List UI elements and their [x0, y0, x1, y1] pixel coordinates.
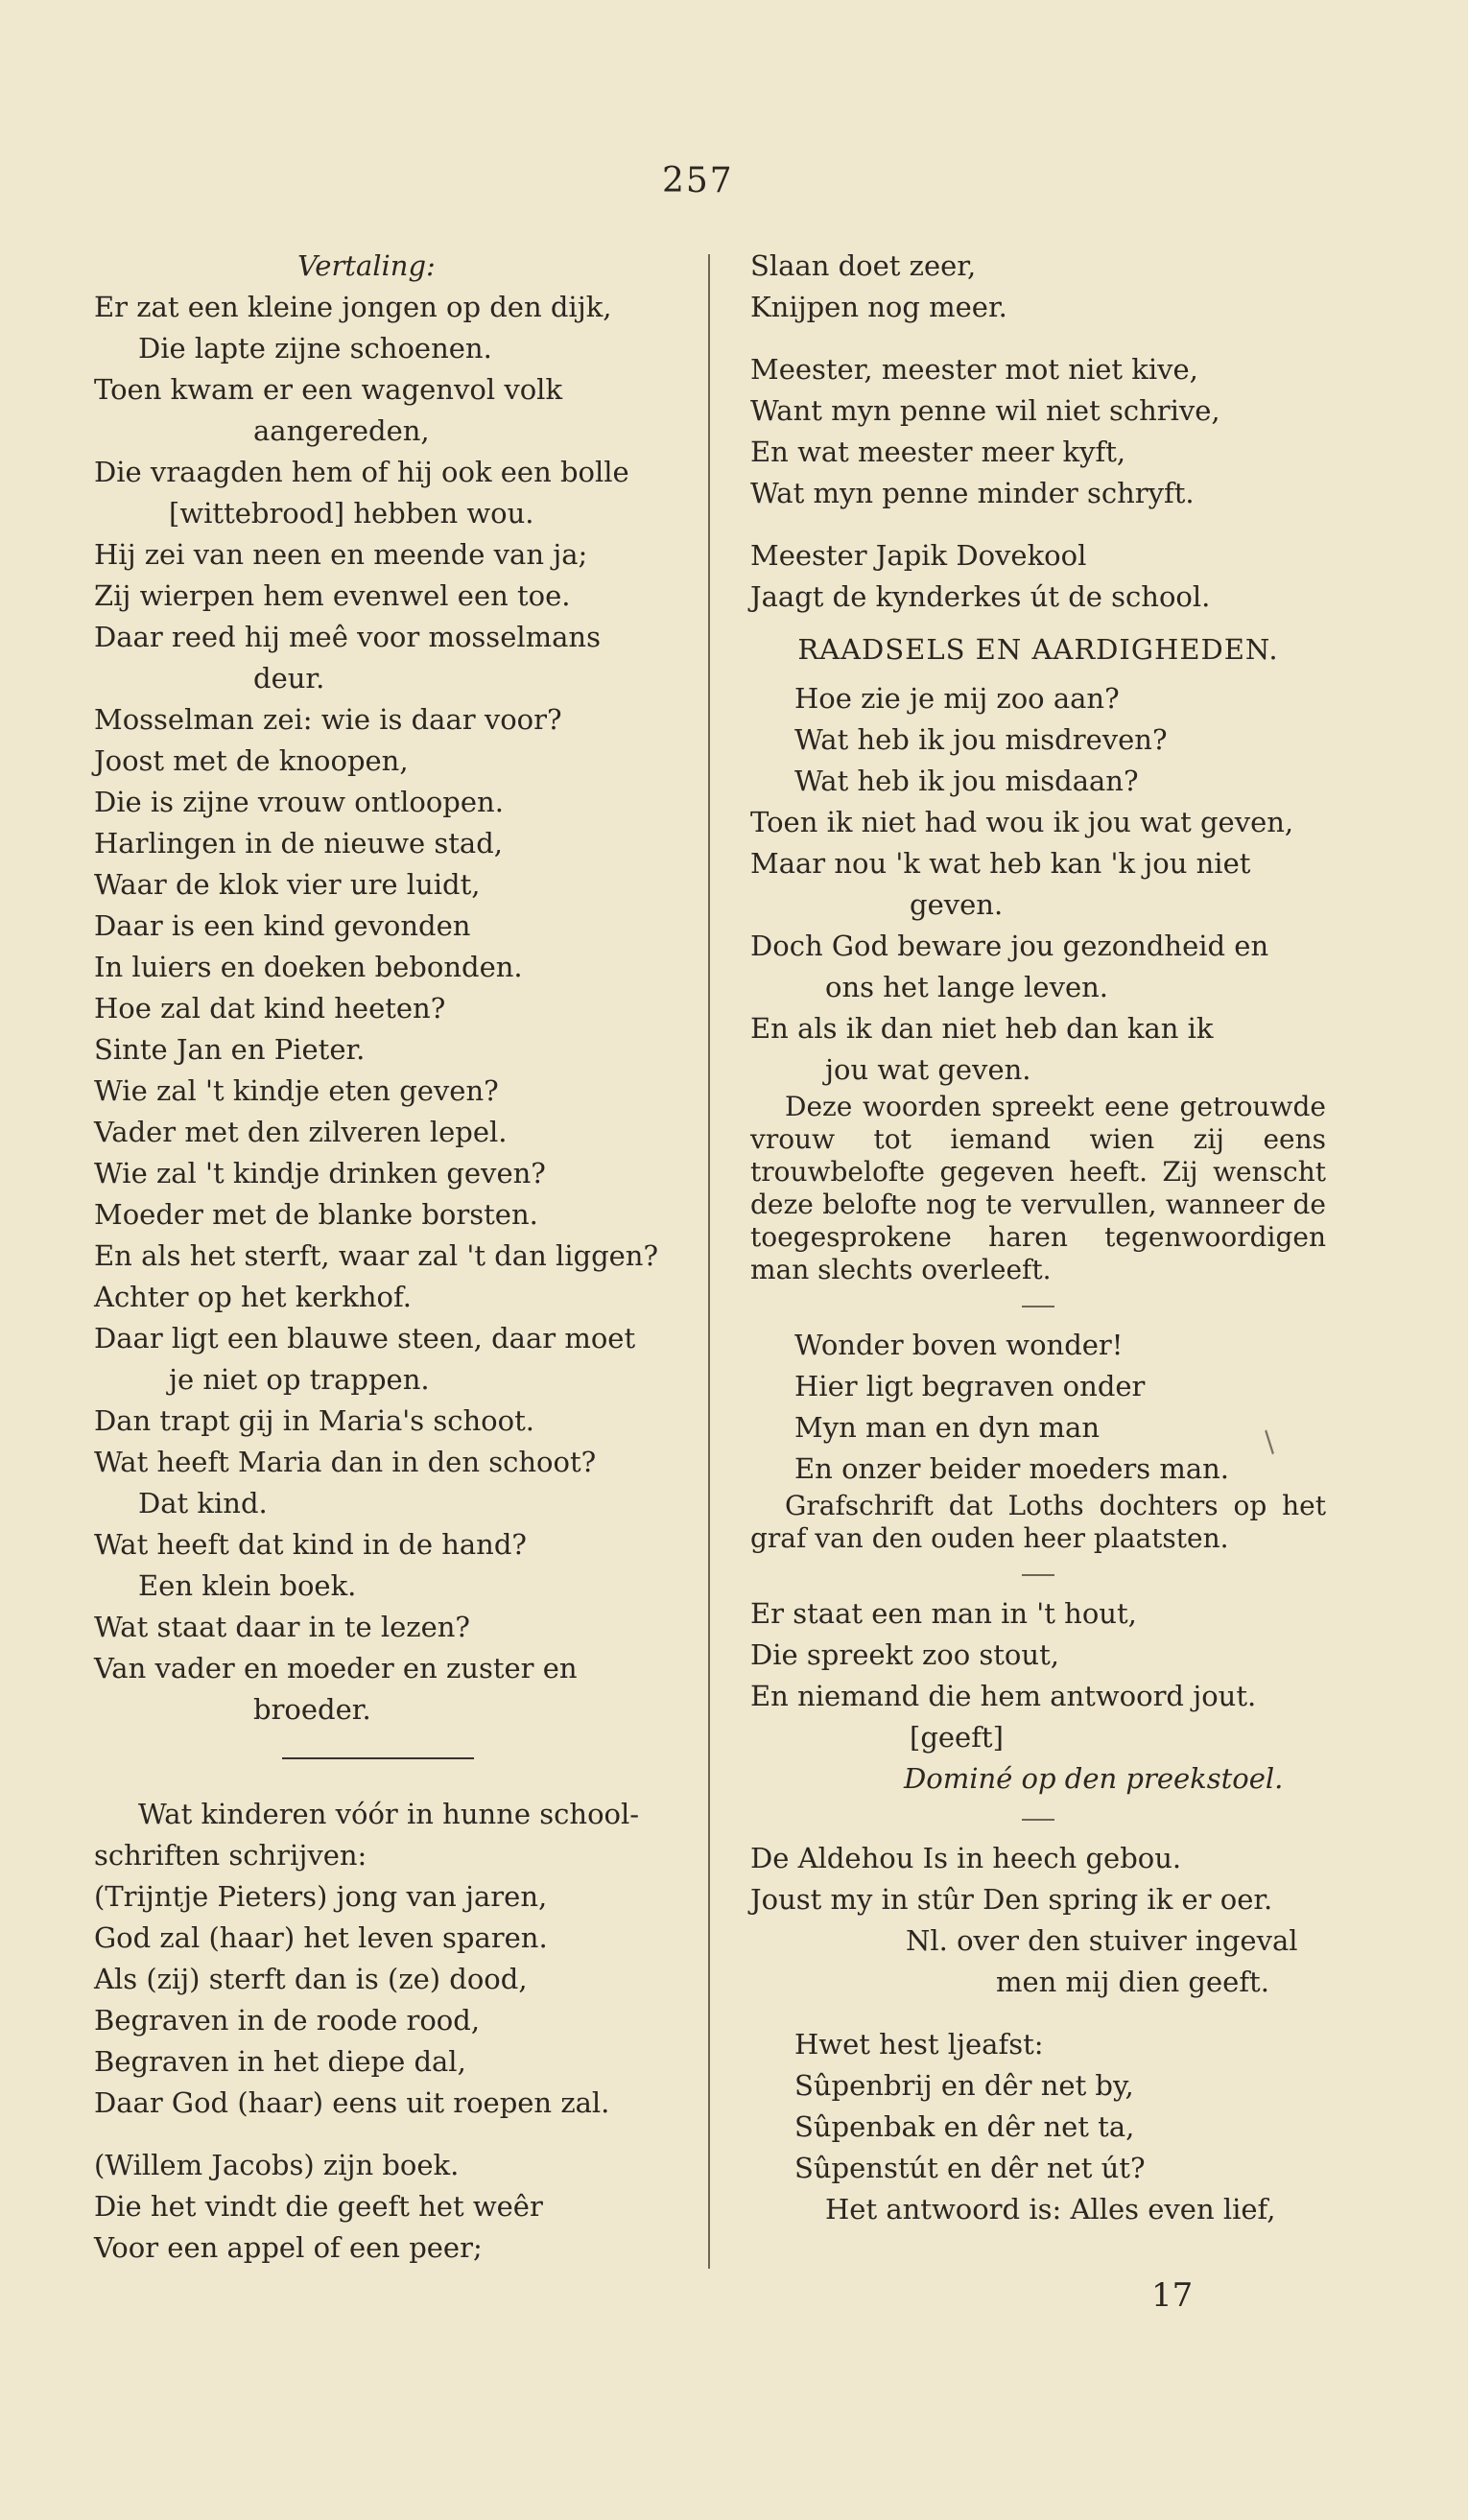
riddle: [750, 1838, 1326, 1920]
school-intro-line: schriften schrijven:: [94, 1839, 367, 1872]
verse-line: Die vraagden hem of hij ook een bolle: [94, 456, 629, 488]
translation-verse: [94, 287, 670, 1731]
separator-dash: [1022, 1306, 1054, 1307]
verse-line: aangereden,: [253, 414, 430, 447]
verse-line: jou wat geven.: [825, 1053, 1031, 1086]
section-rule: [282, 1757, 474, 1759]
verse-line: En onzer beider moeders man.: [794, 1452, 1230, 1485]
verse-line: Dat kind.: [138, 1487, 268, 1519]
verse-line: Waar de klok vier ure luidt,: [94, 868, 481, 901]
verse-line: Begraven in het diepe dal,: [94, 2045, 466, 2078]
verse-line: Als (zij) sterft dan is (ze) dood,: [94, 1963, 528, 1995]
verse-line: Sûpenbak en dêr net ta,: [794, 2110, 1135, 2143]
verse-line: Wat staat daar in te lezen?: [94, 1611, 470, 1643]
verse-line: Wat heb ik jou misdreven?: [794, 723, 1168, 756]
riddle-answer: Dominé op den preekstoel.: [904, 1762, 1284, 1795]
riddle-note: Deze woorden spreekt eene getrouwde vrouw tot iemand wien zij eens trouwbelofte gegeven heeft. Zij wenscht deze belofte nog te vervullen, wanneer de toegesprokene haren tegenwoordigen man slechts overleeft.: [750, 1091, 1326, 1285]
verse-line: Myn man en dyn man: [794, 1411, 1101, 1444]
verse-line: Wie zal 't kindje drinken geven?: [94, 1157, 546, 1189]
signature-number: 17: [1151, 2276, 1194, 2315]
riddle: [750, 678, 1326, 1091]
riddle-note-line: Nl. over den stuiver ingeval: [906, 1924, 1298, 1957]
separator-dash: [1022, 1819, 1054, 1821]
verse-line: Dan trapt gij in Maria's schoot.: [94, 1404, 534, 1437]
verse-line: Daar ligt een blauwe steen, daar moet: [94, 1322, 636, 1354]
verse-line: Hwet hest ljeafst:: [794, 2028, 1044, 2061]
school-intro-line: Wat kinderen vóór in hunne school-: [138, 1798, 640, 1830]
page-number: 257: [662, 161, 734, 200]
verse-line: geven.: [910, 888, 1004, 921]
section-heading: RAADSELS EN AARDIGHEDEN.: [797, 633, 1279, 666]
verse-line: Daar God (haar) eens uit roepen zal.: [94, 2086, 610, 2119]
margin-pencil-mark: /: [1255, 1425, 1284, 1459]
riddle-note: Grafschrift dat Loths dochters op het graf van den ouden heer plaatsten.: [750, 1490, 1326, 1554]
verse-line: Wie zal 't kindje eten geven?: [94, 1074, 499, 1107]
verse-line: Wat myn penne minder schryft.: [750, 477, 1195, 509]
verse-line: je niet op trappen.: [169, 1363, 430, 1396]
verse-line: Die spreekt zoo stout,: [750, 1638, 1059, 1671]
verse-line: Er staat een man in 't hout,: [750, 1597, 1137, 1630]
verse-line: De Aldehou Is in heech gebou.: [750, 1842, 1182, 1874]
verse-line: Mosselman zei: wie is daar voor?: [94, 703, 562, 736]
verse-line: Slaan doet zeer,: [750, 249, 977, 282]
riddle: [750, 2024, 1326, 2230]
verse-line: Voor een appel of een peer;: [94, 2231, 483, 2264]
right-column: [750, 246, 1326, 2230]
verse-line: Het antwoord is: Alles even lief,: [825, 2193, 1276, 2226]
verse-line: [geeft]: [910, 1721, 1004, 1754]
verse-line: Hoe zie je mij zoo aan?: [794, 682, 1120, 715]
verse-line: broeder.: [253, 1693, 371, 1726]
verse-line: [wittebrood] hebben wou.: [169, 497, 534, 530]
verse-line: En als het sterft, waar zal 't dan liggen?: [94, 1239, 659, 1272]
verse-line: Van vader en moeder en zuster en: [94, 1652, 578, 1684]
verse-line: Een klein boek.: [138, 1569, 357, 1602]
verse-line: (Willem Jacobs) zijn boek.: [94, 2149, 460, 2181]
separator-dash: [1022, 1574, 1054, 1576]
verse-line: Joost met de knoopen,: [94, 744, 409, 777]
verse-line: Begraven in de roode rood,: [94, 2004, 481, 2037]
verse-line: deur.: [253, 662, 325, 695]
verse-line: En wat meester meer kyft,: [750, 436, 1126, 468]
verse-line: Want myn penne wil niet schrive,: [750, 394, 1220, 427]
verse-line: Toen ik niet had wou ik jou wat geven,: [750, 806, 1294, 838]
verse-line: En niemand die hem antwoord jout.: [750, 1680, 1257, 1712]
verse-line: Sinte Jan en Pieter.: [94, 1033, 366, 1066]
verse-line: Wat heb ik jou misdaan?: [794, 765, 1139, 797]
verse-line: Maar nou 'k wat heb kan 'k jou niet: [750, 847, 1251, 880]
column-divider: [708, 254, 710, 2269]
verse-line: Jaagt de kynderkes út de school.: [750, 580, 1211, 613]
verse-line: Moeder met de blanke borsten.: [94, 1198, 538, 1231]
verse-line: Die is zijne vrouw ontloopen.: [94, 786, 504, 818]
verse-line: Er zat een kleine jongen op den dijk,: [94, 291, 612, 323]
verse-line: ons het lange leven.: [825, 971, 1109, 1003]
verse-line: Daar is een kind gevonden: [94, 909, 471, 942]
verse-line: Wat heeft Maria dan in den schoot?: [94, 1446, 597, 1478]
verse: [750, 349, 1326, 514]
verse-line: Daar reed hij meê voor mosselmans: [94, 621, 601, 653]
verse-line: (Trijntje Pieters) jong van jaren,: [94, 1880, 548, 1913]
verse-line: Die het vindt die geeft het weêr: [94, 2190, 543, 2223]
verse: [750, 535, 1326, 618]
verse-line: Meester, meester mot niet kive,: [750, 353, 1198, 386]
verse-line: Die lapte zijne schoenen.: [138, 332, 492, 365]
verse-line: God zal (haar) het leven sparen.: [94, 1921, 548, 1954]
translation-heading: Vertaling:: [297, 249, 436, 282]
verse-line: Hier ligt begraven onder: [794, 1370, 1146, 1402]
verse-line: Joust my in stûr Den spring ik er oer.: [750, 1883, 1273, 1916]
verse-line: Achter op het kerkhof.: [94, 1281, 412, 1313]
verse-line: Meester Japik Dovekool: [750, 539, 1087, 572]
verse-line: In luiers en doeken bebonden.: [94, 951, 523, 983]
verse-line: En als ik dan niet heb dan kan ik: [750, 1012, 1214, 1045]
verse-line: Zij wierpen hem evenwel een toe.: [94, 579, 571, 612]
school-verse: [94, 2145, 670, 2269]
verse-line: Wonder boven wonder!: [794, 1329, 1124, 1361]
verse-line: Toen kwam er een wagenvol volk: [94, 373, 563, 406]
verse-line: Sûpenstút en dêr net út?: [794, 2152, 1146, 2184]
riddle: [750, 1325, 1326, 1490]
left-column: [94, 246, 670, 2269]
verse-line: Vader met den zilveren lepel.: [94, 1116, 508, 1148]
verse-line: Wat heeft dat kind in de hand?: [94, 1528, 527, 1561]
riddle: [750, 1593, 1326, 1758]
verse-line: Knijpen nog meer.: [750, 291, 1007, 323]
verse-line: Sûpenbrij en dêr net by,: [794, 2069, 1134, 2102]
verse-line: Hoe zal dat kind heeten?: [94, 992, 446, 1024]
verse-line: Harlingen in de nieuwe stad,: [94, 827, 504, 860]
riddle-note-line: men mij dien geeft.: [996, 1966, 1269, 1998]
verse-line: Hij zei van neen en meende van ja;: [94, 538, 588, 571]
verse: [750, 246, 1326, 328]
verse-line: Doch God beware jou gezondheid en: [750, 930, 1269, 962]
school-verse: [94, 1876, 670, 2124]
